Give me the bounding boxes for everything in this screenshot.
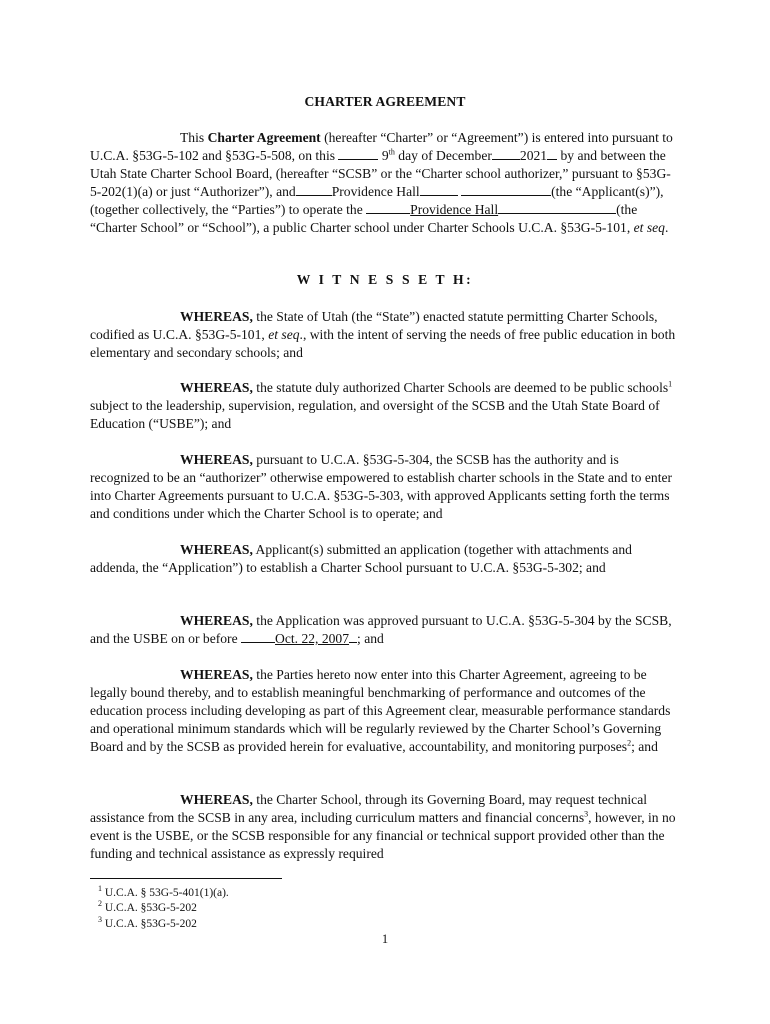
whereas-paragraph-3: WHEREAS, pursuant to U.C.A. §53G-5-304, the SCSB has the authority and is recognized to be an “authorizer” otherwise empowered to establish charter schools in the State and to enter into Charter Agreements pursuant to U.C.A. §53G-5-303, with approved Applicants setting forth the terms and conditions under which the Charter School is to operate; and [90, 452, 673, 521]
month-blank [492, 147, 520, 160]
school-name: Providence Hall [410, 202, 499, 217]
whereas-paragraph-6: WHEREAS, the Parties hereto now enter into this Charter Agreement, agreeing to be legally bound thereby, and to establish meaningful benchmarking of performance and outcomes of the education process including developing as part of this Agreement clear, measurable performance standards and operational minimum standards which will be regularly reviewed by the Charter School’s Governing Board and by the SCSB as provided herein for evaluative, accountability, and monitoring purposes$^2$; and [90, 667, 671, 754]
whereas-paragraph-4: WHEREAS, Applicant(s) submitted an application (together with attachments and addenda, the “Application”) to establish a Charter School pursuant to U.C.A. §53G-5-302; and [90, 542, 632, 575]
footnote-divider [90, 878, 282, 879]
document-title: CHARTER AGREEMENT [304, 94, 466, 109]
footnote-3: $^3$ U.C.A. §53G-5-202 [98, 915, 197, 930]
footnote-ref-1: 1 [668, 379, 673, 389]
whereas-paragraph-5: WHEREAS, the Application was approved pursuant to U.C.A. §53G-5-304 by the SCSB, and the USBE on or before Oct. 22, 2007 ; and [90, 613, 672, 646]
intro-paragraph: This Charter Agreement (hereafter “Charter” or “Agreement”) is entered into pursuant to U.C.A. §53G-5-102 and §53G-5-508, on this 9th day of December 2021 by and between the Utah State Charter School Board, (hereafter “SCSB” or the “Charter school authorizer,” pursuant to §53G-5-202(1)(a) or just “Authorizer”), and Providence Hall (the “Applicant(s)”), (together collectively, the “Parties”) to operate the Providence Hall (the “Charter School” or “School”), a public Charter school under Charter Schools U.C.A. §53G-5-101, et seq. [90, 130, 673, 235]
footnote-ref-2: 2 [627, 738, 632, 748]
year-value: 2021 [519, 148, 548, 163]
applicant-name: Providence Hall [331, 184, 420, 199]
page-number: 1 [381, 932, 389, 946]
footnote-2: $^2$ U.C.A. §53G-5-202 [98, 899, 197, 914]
witnesseth-heading: W I T N E S S E T H: [296, 272, 474, 287]
approval-date: Oct. 22, 2007 [275, 631, 350, 646]
footnote-1: $^1$ U.C.A. § 53G-5-401(1)(a). [98, 884, 229, 899]
footnote-ref-3: 3 [584, 809, 589, 819]
whereas-paragraph-1: WHEREAS, the State of Utah (the “State”) enacted statute permitting Charter Schools, codified as U.C.A. §53G-5-101, et seq., with the intent of serving the needs of free public education in both elementary and secondary schools; and [90, 309, 676, 360]
day-blank [338, 147, 378, 160]
whereas-paragraph-7: WHEREAS, the Charter School, through its Governing Board, may request technical assistance from the SCSB in any area, including curriculum matters and financial concerns$^3$, however, in no event is the USBE, or the SCSB responsible for any financial or technical support provided other than the funding and technical assistance as expressly required [90, 792, 676, 861]
whereas-paragraph-2: WHEREAS, the statute duly authorized Charter Schools are deemed to be public schools$^1$ subject to the leadership, supervision, regulation, and oversight of the SCSB and the Utah State Board of Education (“USBE”); and [90, 379, 673, 431]
